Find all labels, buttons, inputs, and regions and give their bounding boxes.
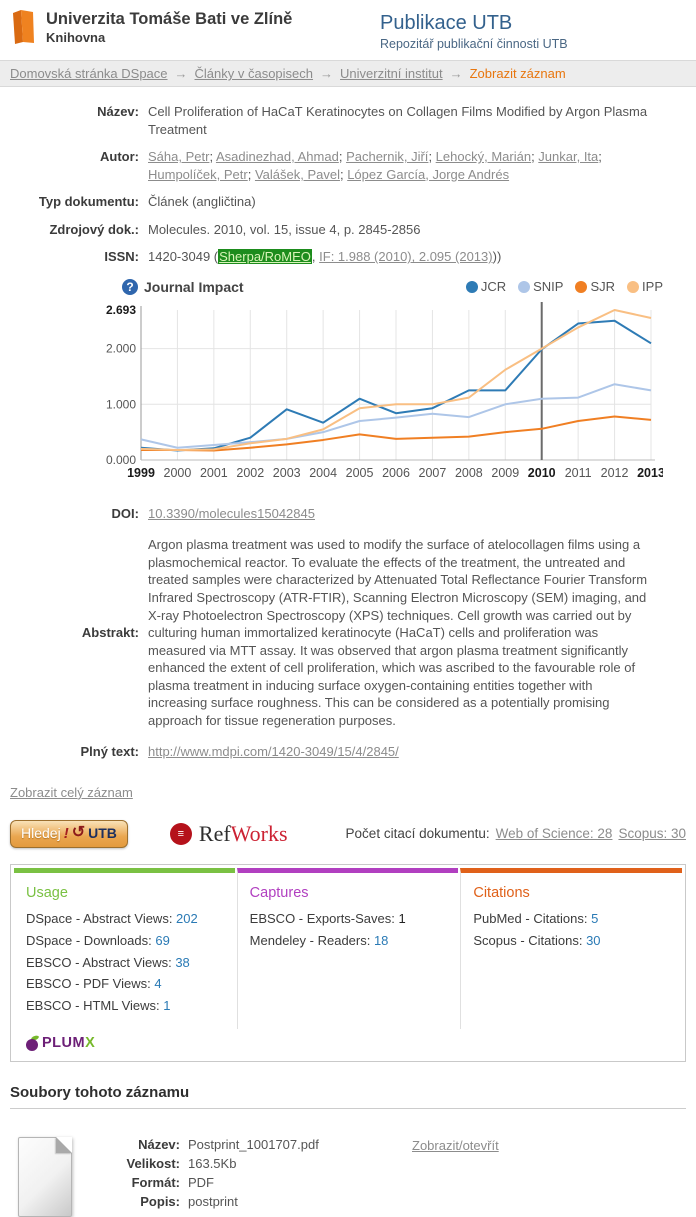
citation-counts-label: Počet citací dokumentu: xyxy=(345,826,490,842)
chart-title: Journal Impact xyxy=(144,278,244,295)
actions-row xyxy=(10,820,686,848)
help-icon[interactable]: ? xyxy=(122,279,138,295)
journal-impact-plot xyxy=(103,298,663,494)
breadcrumb xyxy=(0,60,696,87)
file-name-value: Postprint_1001707.pdf xyxy=(188,1137,319,1153)
author-link[interactable]: Lehocký, Marián xyxy=(435,149,532,165)
plumx-metric: Scopus - Citations: 30 xyxy=(473,932,601,948)
author-link[interactable]: Asadinezhad, Ahmad xyxy=(215,149,339,165)
title-label: Název: xyxy=(97,104,139,119)
author-link[interactable]: Valášek, Pavel xyxy=(254,166,340,182)
file-document-icon[interactable] xyxy=(18,1137,72,1217)
legend-item-jcr: JCR xyxy=(466,279,506,294)
plumx-metric: EBSCO - PDF Views: 4 xyxy=(26,976,162,992)
plumx-metric-value: 5 xyxy=(591,910,599,926)
plumx-metric-value: 69 xyxy=(155,932,170,948)
site-subtitle: Repozitář publikační činnosti UTB xyxy=(380,37,568,51)
sfx-icon: ↺ xyxy=(71,824,86,842)
hledej-utb-label: UTB xyxy=(88,825,117,842)
plumx-metric: EBSCO - HTML Views: 1 xyxy=(26,998,171,1014)
svg-text:1.000: 1.000 xyxy=(105,397,136,412)
legend-dot xyxy=(627,281,639,293)
source-label: Zdrojový dok.: xyxy=(49,221,139,237)
legend-item-sjr: SJR xyxy=(575,279,615,294)
source-value: Molecules. 2010, vol. 15, issue 4, p. 2845-2856 xyxy=(148,221,421,237)
svg-text:2011: 2011 xyxy=(564,465,592,480)
file-format-value: PDF xyxy=(188,1175,214,1191)
breadcrumb-separator: → xyxy=(320,66,334,81)
citation-counts xyxy=(346,826,686,841)
file-item xyxy=(10,1137,686,1217)
issn-paren: ( xyxy=(213,249,219,265)
plumx-logo[interactable] xyxy=(14,1029,682,1061)
plumx-metric: DSpace - Downloads: 69 xyxy=(26,932,170,948)
plumx-column-captures xyxy=(237,868,459,1029)
svg-text:2010: 2010 xyxy=(527,465,556,480)
journal-impact-chart xyxy=(103,276,663,497)
doc-type-value: Článek (angličtina) xyxy=(148,194,256,210)
plumx-metric-value: 18 xyxy=(373,932,389,948)
breadcrumb-separator: → xyxy=(174,66,188,81)
plumx-column-heading: Usage xyxy=(26,884,68,901)
svg-text:2002: 2002 xyxy=(236,465,265,480)
fulltext-link[interactable]: http://www.mdpi.com/1420-3049/15/4/2845/ xyxy=(148,744,399,760)
author-link[interactable]: Pachernik, Jiří xyxy=(346,149,429,165)
file-name-label: Název: xyxy=(138,1137,180,1153)
file-open-link[interactable]: Zobrazit/otevřít xyxy=(412,1138,499,1154)
plumx-metric: EBSCO - Exports-Saves: 1 xyxy=(249,910,406,926)
author-link[interactable]: Sáha, Petr xyxy=(148,149,210,165)
chart-legend xyxy=(466,279,663,294)
refworks-ref: Ref xyxy=(198,820,231,846)
plumx-column-citations xyxy=(460,868,682,1029)
file-size-value: 163.5Kb xyxy=(188,1156,237,1172)
page-header xyxy=(0,0,696,60)
abstract-label: Abstrakt: xyxy=(81,625,139,641)
record-metadata xyxy=(0,103,696,266)
svg-text:0.000: 0.000 xyxy=(105,452,136,467)
plumx-metrics-box xyxy=(10,864,686,1062)
plumx-metric-value: 1 xyxy=(163,998,171,1014)
plumx-metric-value: 1 xyxy=(398,910,406,926)
citation-count-link[interactable]: Web of Science: 28 xyxy=(495,826,613,842)
plumx-column-usage xyxy=(14,868,235,1029)
issn-number: 1420-3049 xyxy=(148,249,211,265)
legend-item-snip: SNIP xyxy=(518,279,563,294)
university-name: Univerzita Tomáše Bati ve Zlíně xyxy=(46,10,293,28)
impact-factor-link[interactable]: IF: 1.988 (2010), 2.095 (2013) xyxy=(319,249,493,265)
svg-text:2012: 2012 xyxy=(600,465,629,480)
breadcrumb-link[interactable]: Univerzitní institut xyxy=(340,66,443,81)
svg-text:2009: 2009 xyxy=(491,465,520,480)
doi-label: DOI: xyxy=(111,505,139,521)
doc-type-label: Typ dokumentu: xyxy=(38,194,139,210)
plumx-column-heading: Captures xyxy=(249,884,309,901)
plumx-metric: PubMed - Citations: 5 xyxy=(473,910,599,926)
svg-text:2008: 2008 xyxy=(454,465,483,480)
file-description-value: postprint xyxy=(188,1194,238,1210)
svg-text:2003: 2003 xyxy=(272,465,301,480)
refworks-works: Works xyxy=(230,820,288,846)
record-title: Cell Proliferation of HaCaT Keratinocytes on Collagen Films Modified by Argon Plasma Treatment xyxy=(148,104,648,137)
svg-text:2001: 2001 xyxy=(199,465,228,480)
svg-text:1999: 1999 xyxy=(127,465,155,480)
author-link[interactable]: López García, Jorge Andrés xyxy=(347,166,510,182)
author-link[interactable]: Humpolíček, Petr xyxy=(148,166,248,182)
plumx-metric-value: 30 xyxy=(586,932,601,948)
refworks-doc-icon: ≡ xyxy=(170,823,192,845)
show-full-record-link[interactable]: Zobrazit celý záznam xyxy=(10,784,133,800)
author-link[interactable]: Junkar, Ita xyxy=(538,149,599,165)
abstract-text: Argon plasma treatment was used to modify the surface of atelocollagen films using a plasmochemical reactor. To evaluate the effects of the treatment, the untreated and treated samples were characterized by Attenuated Total Reflectance Fourier Transform Infrared Spectroscopy (ATR-FTIR), Scanning Electron Microscopy (SEM) imaging, and X-ray Photoelectron Spectroscopy (XPS) techniques. Cell growth was carried out by culturing human immortalized keratinocyte (HaCaT) cells and proliferation was measured via MTT assay. It was observed that argon plasma treatment significantly enhanced the extent of cell proliferation, which was ascribed to the favourable role of plasma treatment in inducing surface oxygen-containing entities together with increasing surface roughness. This can be considered as a potentially promising approach for tissue regeneration purposes. xyxy=(148,537,648,728)
legend-item-ipp: IPP xyxy=(627,279,663,294)
issn-paren-close2: ) xyxy=(496,249,502,265)
plumx-metric: DSpace - Abstract Views: 202 xyxy=(26,910,198,926)
plumx-column-heading: Citations xyxy=(473,884,530,901)
plumx-metric-value: 202 xyxy=(176,910,198,926)
svg-text:2.693: 2.693 xyxy=(105,302,136,317)
files-section-heading: Soubory tohoto záznamu xyxy=(10,1084,686,1109)
site-title: Publikace UTB xyxy=(380,12,513,34)
citation-count-link[interactable]: Scopus: 30 xyxy=(618,826,686,842)
legend-dot xyxy=(466,281,478,293)
plum-icon xyxy=(26,1035,40,1051)
legend-dot xyxy=(575,281,587,293)
breadcrumb-link[interactable]: Domovská stránka DSpace xyxy=(10,66,168,81)
plumx-metric-value: 38 xyxy=(175,954,190,970)
file-size-label: Velikost: xyxy=(126,1156,180,1172)
refworks-button[interactable] xyxy=(170,821,288,847)
breadcrumb-current: Zobrazit záznam xyxy=(469,66,566,81)
hledej-label: Hledej xyxy=(21,825,61,842)
utb-library-logo-icon xyxy=(10,9,36,45)
issn-comma: , xyxy=(311,249,320,265)
hledej-utb-button[interactable] xyxy=(10,820,128,848)
svg-text:2000: 2000 xyxy=(163,465,192,480)
svg-text:2006: 2006 xyxy=(382,465,410,480)
breadcrumb-separator: → xyxy=(449,66,463,81)
issn-value xyxy=(148,248,668,266)
doi-link[interactable]: 10.3390/molecules15042845 xyxy=(148,505,315,521)
issn-paren-close: ) xyxy=(492,249,497,265)
library-name: Knihovna xyxy=(46,29,106,45)
author-label: Autor: xyxy=(100,149,139,165)
plumx-logo-plum: PLUM xyxy=(42,1035,86,1052)
hledej-bang: ! xyxy=(63,824,69,842)
svg-text:2005: 2005 xyxy=(345,465,374,480)
svg-text:2013: 2013 xyxy=(637,465,663,480)
legend-dot xyxy=(518,281,530,293)
svg-text:2.000: 2.000 xyxy=(105,341,136,356)
breadcrumb-link[interactable]: Články v časopisech xyxy=(194,66,314,81)
svg-text:2007: 2007 xyxy=(418,465,447,480)
sherpa-romeo-link[interactable]: Sherpa/RoMEO xyxy=(219,249,311,265)
issn-label: ISSN: xyxy=(104,249,139,265)
fulltext-label: Plný text: xyxy=(80,744,139,760)
plumx-metric: EBSCO - Abstract Views: 38 xyxy=(26,954,190,970)
plumx-metric-value: 4 xyxy=(154,976,162,992)
file-description-label: Popis: xyxy=(140,1194,180,1210)
file-format-label: Formát: xyxy=(131,1175,180,1191)
author-list: Sáha, Petr; Asadinezhad, Ahmad; Pachernik, Jiří; Lehocký, Marián; Junkar, Ita; Humpolíček, Petr; Valášek, Pavel; López García, Jorge Andrés xyxy=(148,149,602,182)
plumx-logo-x: X xyxy=(85,1035,96,1052)
plumx-metric: Mendeley - Readers: 18 xyxy=(249,932,389,948)
svg-text:2004: 2004 xyxy=(309,465,338,480)
